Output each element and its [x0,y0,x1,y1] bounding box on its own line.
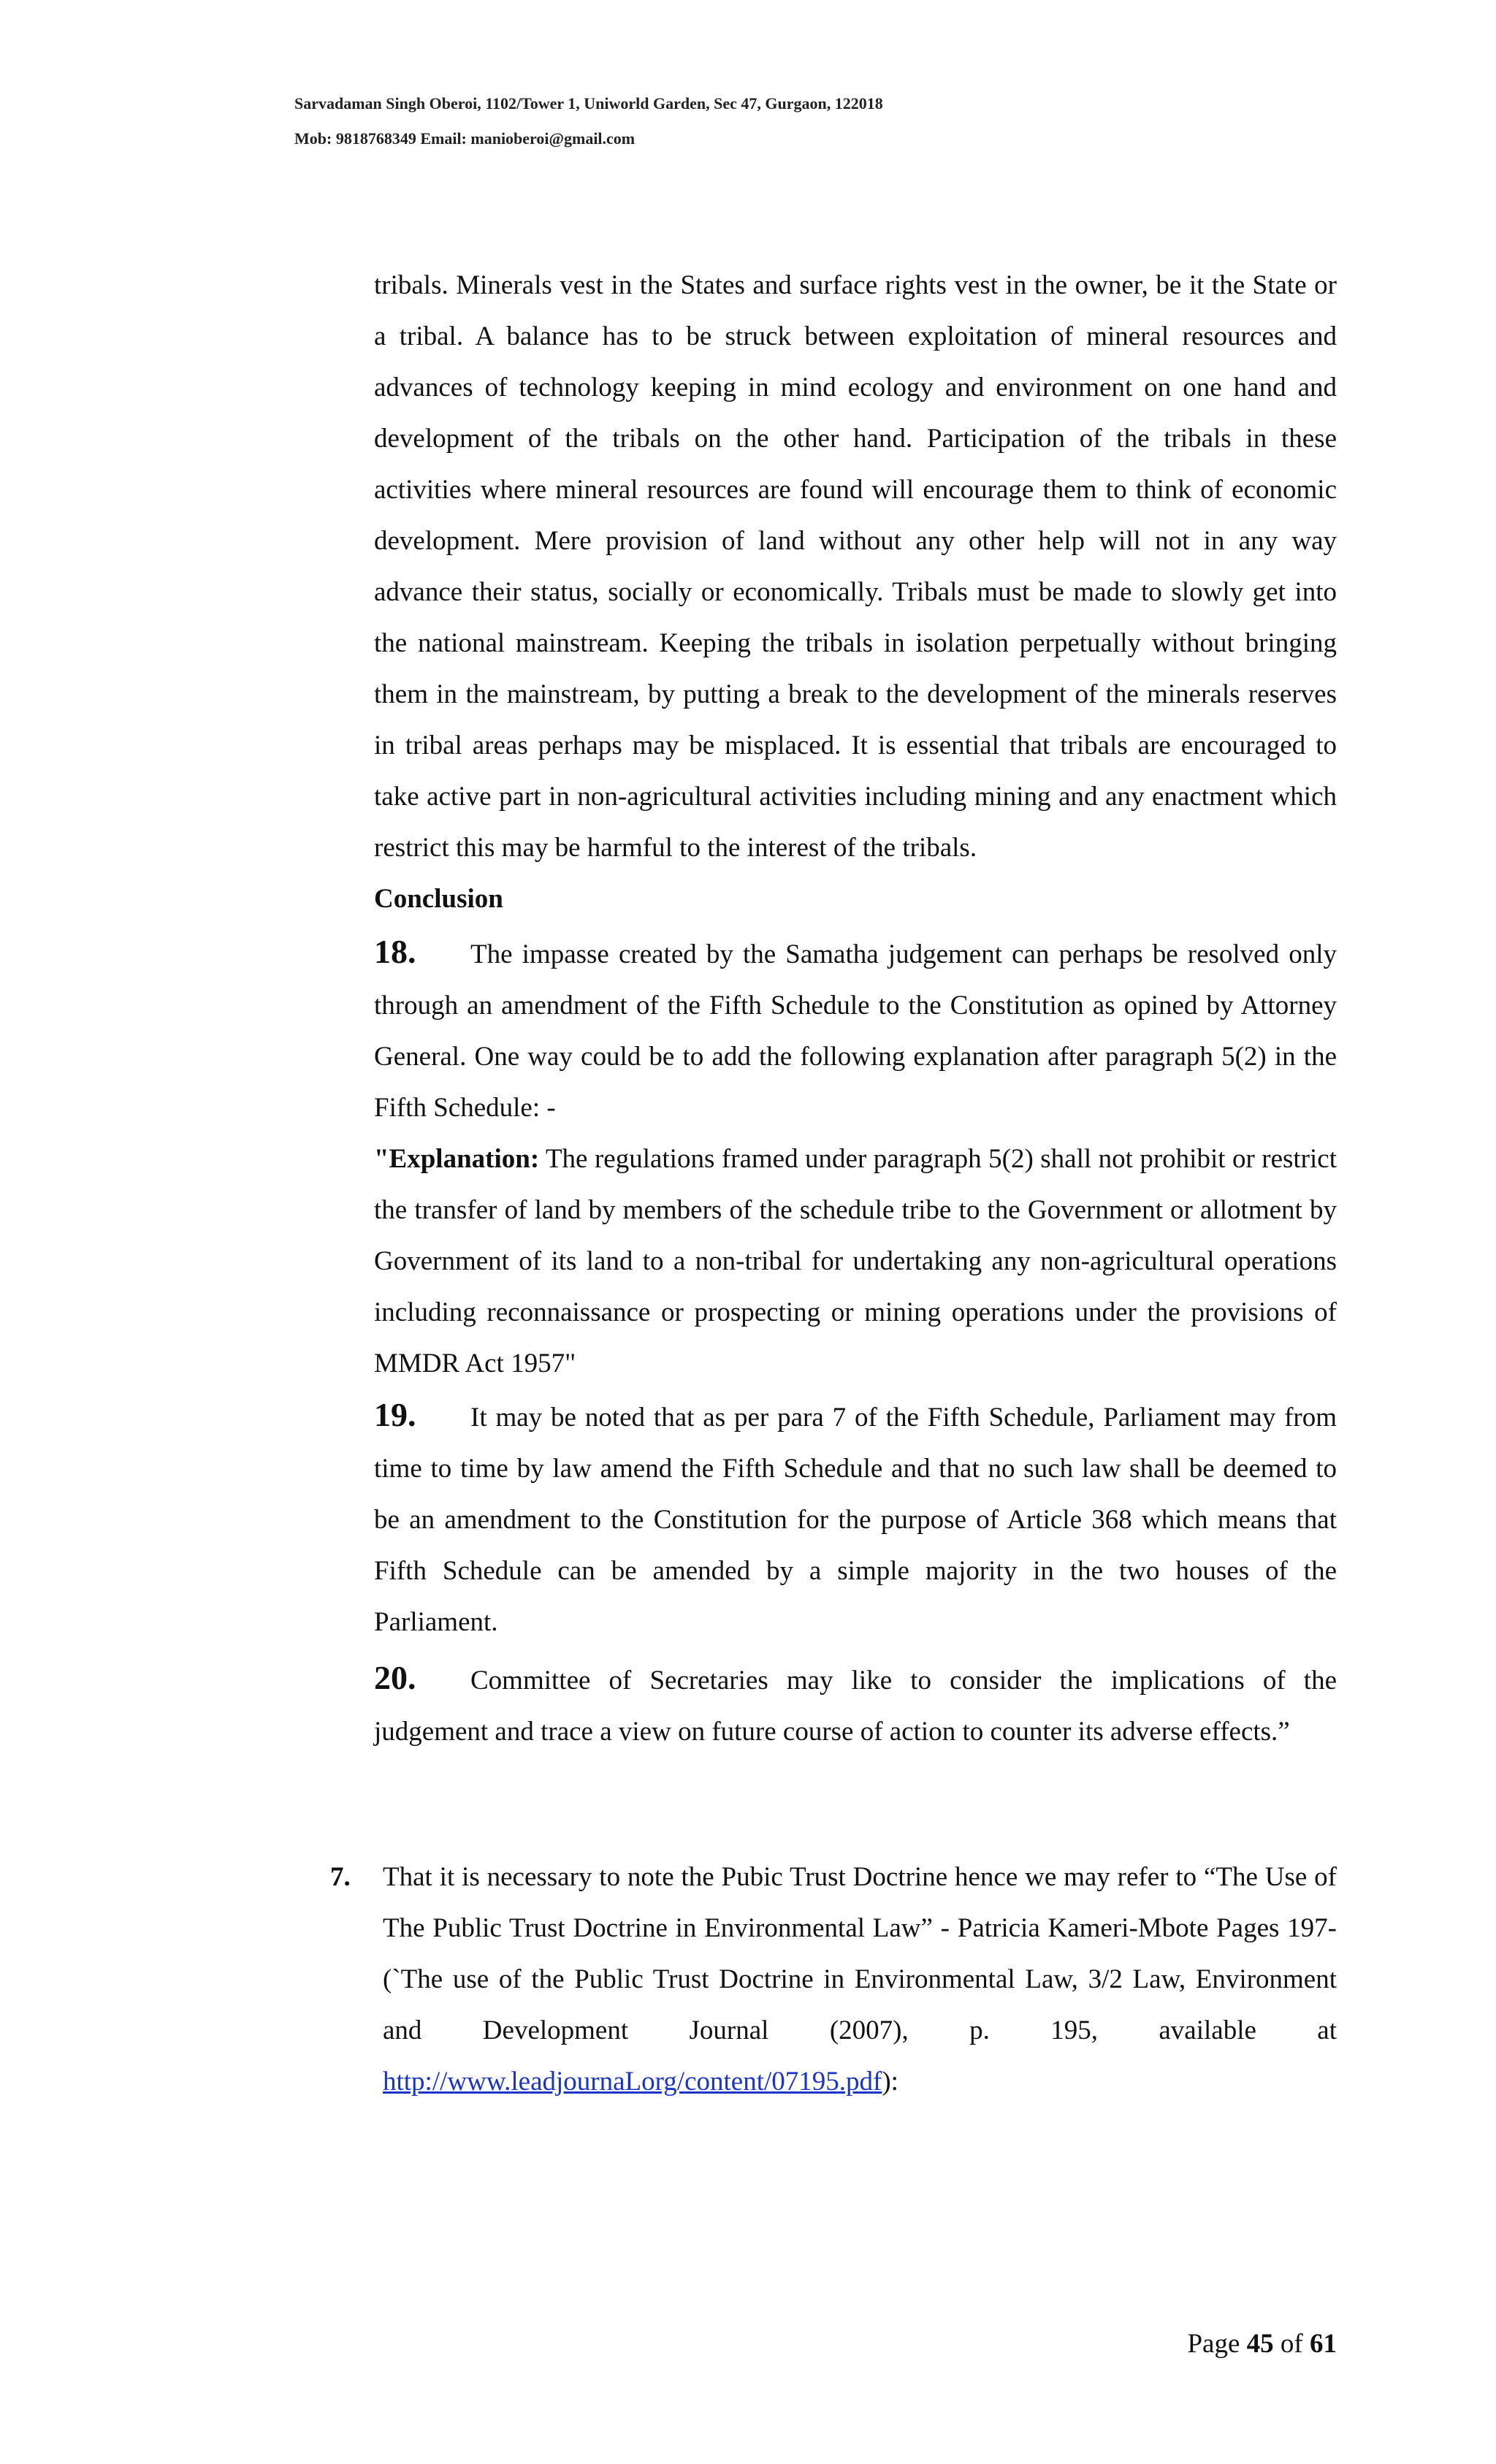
explanation-label: "Explanation: [374,1144,540,1174]
paragraph-number: 20. [374,1659,416,1696]
list-text [383,1852,1337,2108]
page-label: Page [1187,2329,1240,2359]
current-page-number: 45 [1246,2329,1274,2359]
of-label: of [1280,2329,1303,2359]
explanation-paragraph [374,1134,1337,1389]
intro-paragraph: tribals. Minerals vest in the States and surface rights vest in the owner, be it the State or a tribal. A balance has to be struck between exploitation of mineral resources and advances of technology keeping in mind ecology and environment on one hand and development of the tribals on the other hand. Participation of the tribals in these activities where mineral resources are found will encourage them to think of economic development. Mere provision of land without any other help will not in any way advance their status, socially or economically. Tribals must be made to slowly get into the national mainstream. Keeping the tribals in isolation perpetually without bringing them in the mainstream, by putting a break to the development of the minerals reserves in tribal areas perhaps may be misplaced. It is essential that tribals are encouraged to take active part in non-agricultural activities including mining and any enactment which restrict this may be harmful to the interest of the tribals. [374,270,1337,863]
paragraph-19 [374,1389,1337,1648]
list-body-text: That it is necessary to note the Pubic Trust Doctrine hence we may refer to “The Use of The Public Trust Doctrine in Environmental Law” - Patricia Kameri-Mbote Pages 197- (`The use of the Public Trust Doctrine in Environmental Law, 3/2 Law, Environment and Development Journal (2007), p. 195, available at [383,1862,1337,2045]
paragraph-18 [374,926,1337,1134]
list-number: 7. [330,1862,351,1892]
explanation-text: The regulations framed under paragraph 5(2) shall not prohibit or restrict the transfer of land by members of the schedule tribe to the Government or allotment by Government of its land to a non-tribal for undertaking any non-agricultural operations including reconnaissance or prospecting or mining operations under the provisions of MMDR Act 1957" [374,1144,1337,1378]
paragraph-20 [374,1652,1337,1758]
total-pages: 61 [1310,2329,1337,2359]
letterhead [294,86,883,156]
main-body [374,260,1337,1758]
conclusion-heading: Conclusion [374,884,503,914]
source-link[interactable]: http://www.leadjournaLorg/content/07195.pdf [383,2067,882,2097]
list-item-7 [330,1852,1337,2108]
paragraph-number: 18. [374,933,416,970]
paragraph-text: Committee of Secretaries may like to consider the implications of the judgement and trace a view on future course of action to counter its adverse effects.” [374,1666,1337,1747]
letterhead-contact: Mob: 9818768349 Email: manioberoi@gmail.com [294,129,636,148]
paragraph-text: It may be noted that as per para 7 of the Fifth Schedule, Parliament may from time to time by law amend the Fifth Schedule and that no such law shall be deemed to be an amendment to the Constitution for the purpose of Article 368 which means that Fifth Schedule can be amended by a simple majority in the two houses of the Parliament. [374,1403,1337,1637]
paragraph-text: The impasse created by the Samatha judgement can perhaps be resolved only through an amendment of the Fifth Schedule to the Constitution as opined by Attorney General. One way could be to add the following explanation after paragraph 5(2) in the Fifth Schedule: - [374,939,1337,1123]
paragraph-number: 19. [374,1396,416,1433]
letterhead-address: Sarvadaman Singh Oberoi, 1102/Tower 1, Uniworld Garden, Sec 47, Gurgaon, 122018 [294,94,883,112]
page-footer [1187,2327,1337,2361]
list-after-link: ): [882,2067,898,2097]
